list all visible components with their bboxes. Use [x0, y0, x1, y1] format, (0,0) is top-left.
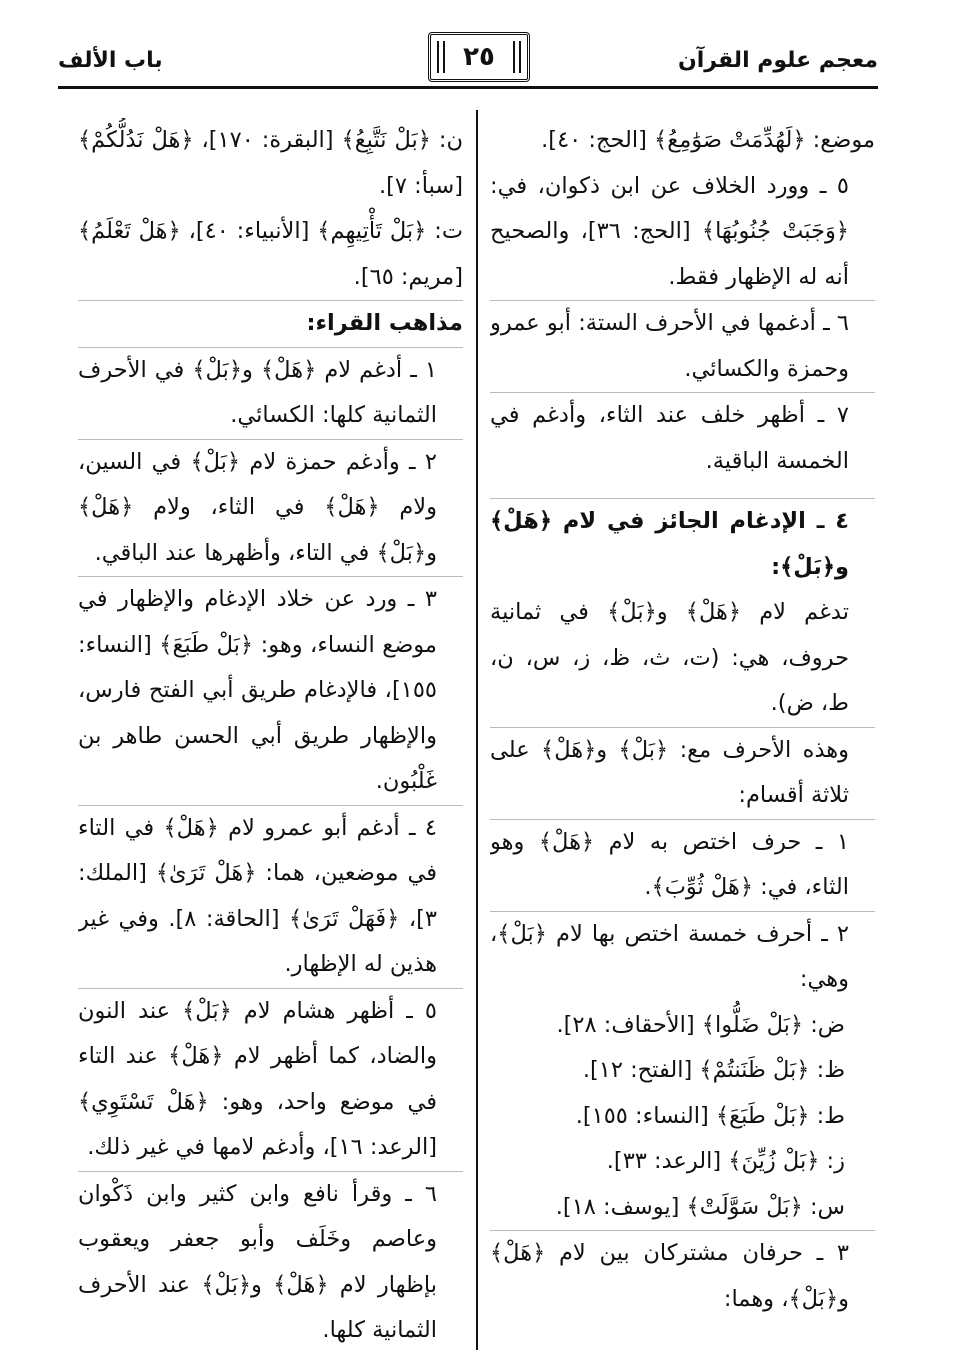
- right-column: [490, 118, 875, 1358]
- paragraph: ٧ ـ أظهر خلف عند الثاء، وأدغم في الخمسة الباقية.: [490, 392, 875, 484]
- paragraph: ٥ ـ وورد الخلاف عن ابن ذكوان، في: ﴿وَجَبَتْ جُنُوبُهَا﴾ [الحج: ٣٦]، والصحيح أنه له الإظهار فقط.: [490, 172, 849, 290]
- paragraph: وهذه الأحرف مع: ﴿بَلْ﴾ و﴿هَلْ﴾ على ثلاثة أقسام:: [490, 727, 875, 819]
- paragraph: ٢ ـ وأدغم حمزة لام ﴿بَلْ﴾ في السين، ولام ﴿هَلْ﴾ في الثاء، ولام ﴿هَلْ﴾ و﴿بَلْ﴾ في التاء، وأظهرها عند الباقي.: [78, 439, 463, 577]
- paragraph: ٣ ـ حرفان مشتركان بين لام ﴿هَلْ﴾ و﴿بَلْ﴾، وهما:: [490, 1230, 875, 1322]
- page-header: [58, 30, 878, 86]
- paragraph: ٣ ـ ورد عن خلاد الإدغام والإظهار في موضع النساء، وهو: ﴿بَلْ طَبَعَ﴾ [النساء: ١٥٥]، فالإدغام طريق أبي الفتح فارس، والإظهار طريق أبي الحسن طاهر بن غَلْبُون.: [78, 576, 463, 805]
- paragraph: ن: ﴿بَلْ نَتَّبِعُ﴾ [البقرة: ١٧٠]، ﴿هَلْ نَدُلُّكُمْ﴾ [سبأ: ٧].: [78, 127, 463, 199]
- paragraph: ٢ ـ أحرف خمسة اختص بها لام ﴿بَلْ﴾، وهي:: [490, 911, 875, 1003]
- list-item: س: ﴿بَلْ سَوَّلَتْ﴾ [يوسف: ١٨].: [555, 1193, 845, 1220]
- paragraph: موضع: ﴿لَهُدِّمَتْ صَوَٰمِعُ﴾ [الحج: ٤٠].: [541, 127, 875, 153]
- page-number: ٢٥: [463, 42, 495, 72]
- paragraph: ٦ ـ أدغمها في الأحرف الستة: أبو عمرو وحمزة والكسائي.: [490, 300, 875, 392]
- list-item: ز: ﴿بَلْ زُيِّنَ﴾ [الرعد: ٣٣].: [606, 1148, 845, 1174]
- column-divider: [476, 110, 478, 1350]
- header-rule: [58, 86, 878, 89]
- paragraph: ١ ـ أدغم لام ﴿هَلْ﴾ و﴿بَلْ﴾ في الأحرف الثمانية كلها: الكسائي.: [78, 347, 463, 439]
- left-column: [78, 118, 463, 1358]
- section-heading: ٤ ـ الإدغام الجائز في لام ﴿هَلْ﴾ و﴿بَلْ﴾:: [490, 498, 875, 590]
- page-number-frame: [428, 32, 530, 82]
- paragraph: ٤ ـ أدغم أبو عمرو لام ﴿هَلْ﴾ في التاء في موضعين، هما: ﴿هَلْ تَرَىٰ﴾ [الملك: ٣]، ﴿فَهَلْ تَرَىٰ﴾ [الحاقة: ٨]. وفي غير هذين له الإظهار.: [78, 805, 463, 988]
- paragraph: ت: ﴿بَلْ تَأْتِيهِم﴾ [الأنبياء: ٤٠]، ﴿هَلْ تَعْلَمُ﴾ [مريم: ٦٥].: [78, 218, 463, 290]
- list-item: ظ: ﴿بَلْ ظَنَنتُمْ﴾ [الفتح: ١٢].: [582, 1057, 845, 1083]
- paragraph: ١ ـ حرف اختص به لام ﴿هَلْ﴾ وهو الثاء، في: ﴿هَلْ ثُوِّبَ﴾.: [490, 819, 875, 911]
- paragraph: ٦ ـ وقرأ نافع وابن كثير وابن ذَكْوان وعاصم وخَلَف وأبو جعفر ويعقوب بإظهار لام ﴿هَلْ﴾ و﴿بَلْ﴾ عند الأحرف الثمانية كلها.: [78, 1171, 463, 1354]
- paragraph: ٥ ـ أظهر هشام لام ﴿بَلْ﴾ عند النون والضاد، كما أظهر لام ﴿هَلْ﴾ عند التاء في موضع واحد، وهو: ﴿هَلْ تَسْتَوِي﴾ [الرعد: ١٦]، وأدغم لامها في غير ذلك.: [78, 988, 463, 1171]
- list-item: ط: ﴿بَلْ طَبَعَ﴾ [النساء: ١٥٥].: [575, 1102, 845, 1129]
- list-item: ض: ﴿بَلْ ضَلُّوا﴾ [الأحقاف: ٢٨].: [556, 1011, 845, 1038]
- book-title: معجم علوم القرآن: [677, 48, 878, 73]
- section-heading: مذاهب القراء:: [78, 300, 463, 347]
- paragraph: تدغم لام ﴿هَلْ﴾ و﴿بَلْ﴾ في ثمانية حروف، هي: (ت، ث، ظ، ز، س، ن، ط، ض).: [490, 599, 849, 716]
- chapter-title: باب الألف: [58, 48, 163, 73]
